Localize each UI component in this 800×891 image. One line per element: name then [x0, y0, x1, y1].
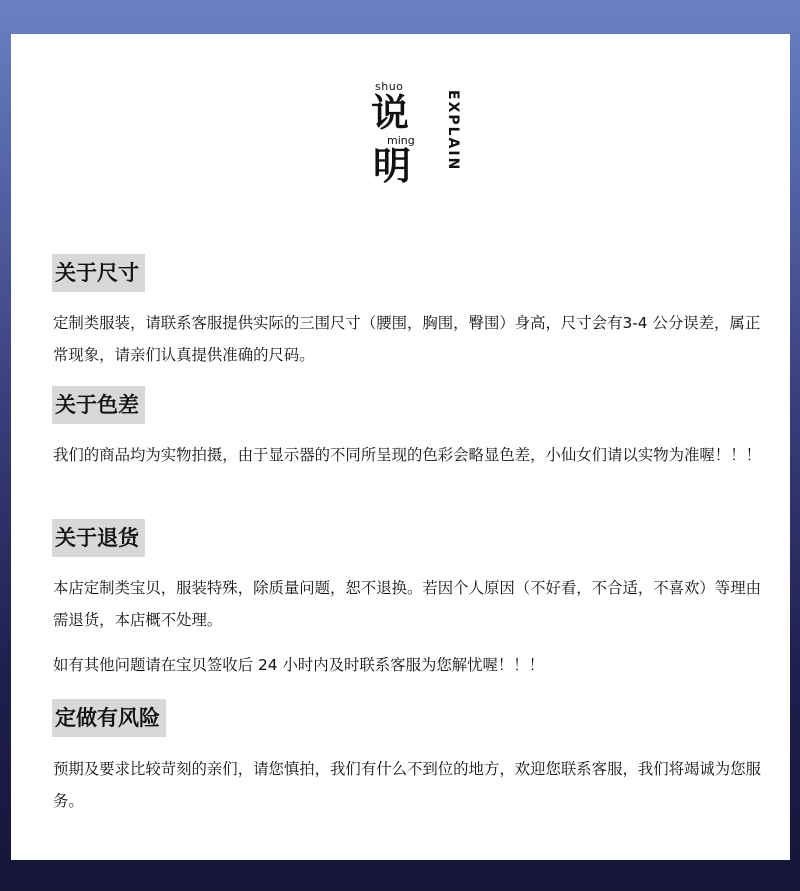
section-title-color: 关于色差 — [52, 386, 145, 424]
section-size-paragraph: 定制类服装，请联系客服提供实际的三围尺寸（腰围，胸围，臀围）身高，尺寸会有3-4 公分误差，属正常现象，请亲们认真提供准确的尺码。 — [53, 314, 761, 364]
section-color-paragraph: 我们的商品均为实物拍摄，由于显示器的不同所呈现的色彩会略显色差，小仙女们请以实物为准喔！！！ — [53, 446, 761, 464]
section-title-custom-risk: 定做有风险 — [52, 699, 166, 737]
logo-pinyin-shuo: shuo — [375, 80, 404, 93]
explain-logo — [371, 80, 461, 200]
section-returns-contact-paragraph: 如有其他问题请在宝贝签收后 24 小时内及时联系客服为您解忧喔！！！ — [53, 656, 545, 674]
section-title-size: 关于尺寸 — [52, 254, 145, 292]
logo-char-shuo: 说 — [371, 90, 410, 135]
explain-card — [11, 34, 790, 860]
logo-pinyin-ming: ming — [387, 134, 415, 147]
logo-char-ming: 明 — [373, 143, 412, 188]
section-title-returns: 关于退货 — [52, 519, 145, 557]
section-custom-risk-paragraph: 预期及要求比较苛刻的亲们，请您慎拍，我们有什么不到位的地方，欢迎您联系客服，我们将竭诚为您服务。 — [53, 760, 761, 810]
logo-english-explain: EXPLAIN — [445, 90, 461, 172]
section-returns-paragraph: 本店定制类宝贝，服装特殊，除质量问题，恕不退换。若因个人原因（不好看，不合适，不喜欢）等理由需退货，本店概不处理。 — [53, 579, 761, 629]
